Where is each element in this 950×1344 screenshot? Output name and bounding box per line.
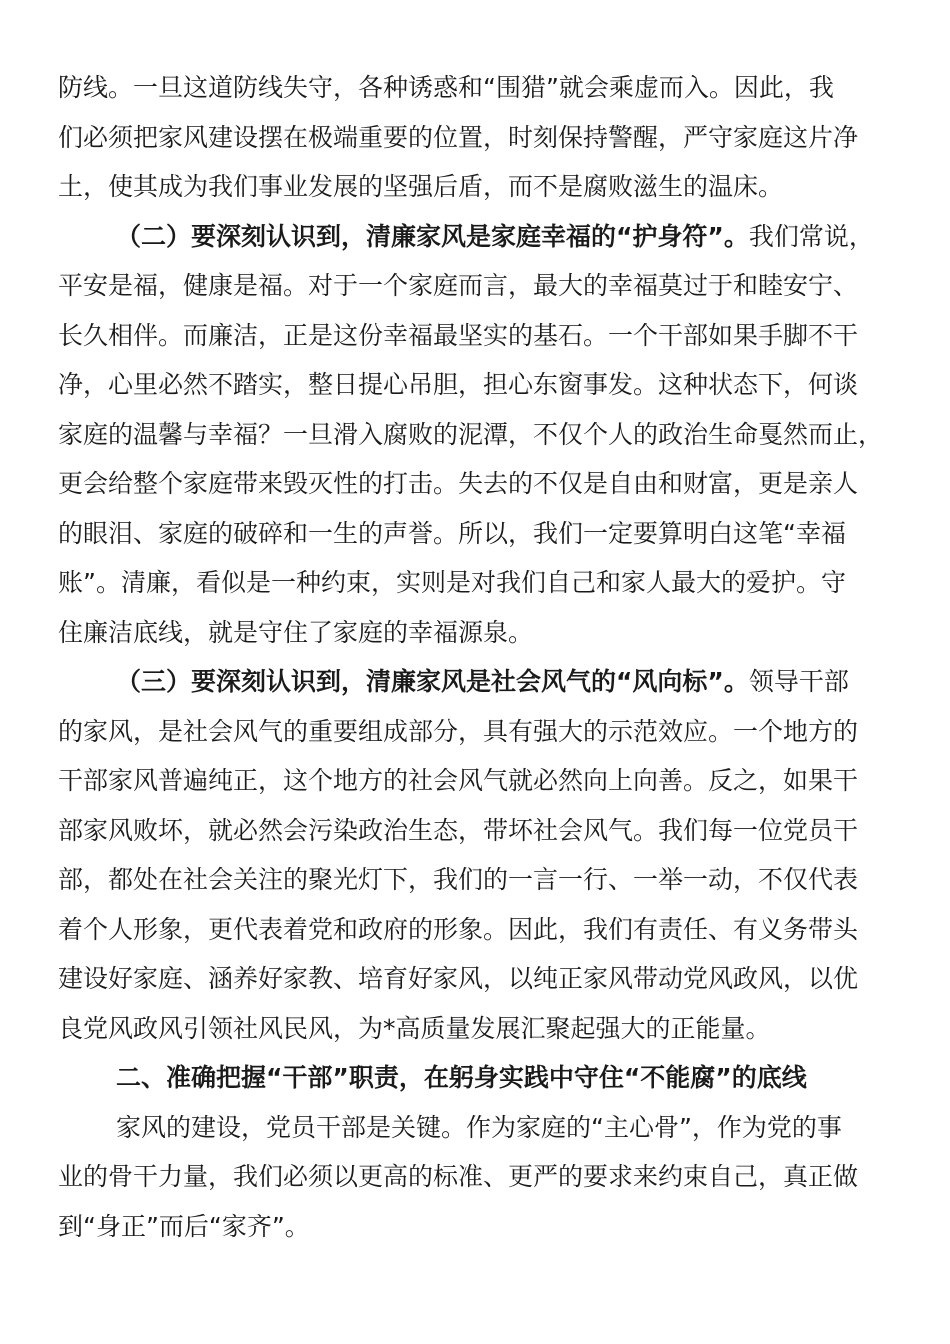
text-line	[58, 360, 898, 410]
bold-heading-text: （三）要深刻认识到，清廉家风是社会风气的“风向标”。	[116, 667, 749, 696]
body-text: 的家风，是社会风气的重要组成部分，具有强大的示范效应。一个地方的	[58, 716, 859, 746]
text-line	[58, 1202, 898, 1252]
body-text: 着个人形象，更代表着党和政府的形象。因此，我们有责任、有义务带头	[58, 914, 859, 944]
text-line	[58, 1053, 898, 1103]
text-line	[58, 212, 898, 262]
text-line	[58, 311, 898, 361]
body-text: 更会给整个家庭带来毁灭性的打击。失去的不仅是自由和财富，更是亲人	[58, 469, 859, 498]
body-text: 到“身正”而后“家齐”。	[58, 1211, 310, 1241]
bold-heading-text: 二、准确把握“干部”职责，在躬身实践中守住“不能腐”的底线	[116, 1063, 807, 1092]
text-line	[58, 1103, 898, 1153]
body-text: 的眼泪、家庭的破碎和一生的声誉。所以，我们一定要算明白这笔“幸福	[58, 518, 846, 548]
text-line	[58, 855, 898, 905]
body-text: 业的骨干力量，我们必须以更高的标准、更严的要求来约束自己，真正做	[58, 1162, 859, 1191]
text-line	[58, 410, 898, 460]
body-text: 土，使其成为我们事业发展的坚强后盾，而不是腐败滋生的温床。	[58, 172, 784, 201]
body-text: 部家风败坏，就必然会污染政治生态，带坏社会风气。我们每一位党员干	[58, 815, 859, 845]
text-line	[58, 806, 898, 856]
text-line	[58, 1152, 898, 1202]
text-line	[58, 558, 898, 608]
text-line	[58, 162, 898, 212]
text-line	[58, 608, 898, 658]
body-text: 防线。一旦这道防线失守，各种诱惑和“围猎”就会乘虚而入。因此，我	[58, 73, 834, 102]
body-text: 良党风政风引领社风民风，为*高质量发展汇聚起强大的正能量。	[58, 1013, 771, 1043]
body-text: 干部家风普遍纯正，这个地方的社会风气就必然向上向善。反之，如果干	[58, 766, 859, 795]
body-text: 净，心里必然不踏实，整日提心吊胆，担心东窗事发。这种状态下，何谈	[58, 370, 859, 399]
body-text: 我们常说，	[748, 221, 874, 251]
body-text: 家风的建设，党员干部是关键。作为家庭的“主心骨”，作为党的事	[116, 1112, 842, 1142]
body-text: 长久相伴。而廉洁，正是这份幸福最坚实的基石。一个干部如果手脚不干	[58, 320, 859, 350]
body-text: 建设好家庭、涵养好家教、培育好家风，以纯正家风带动党风政风，以优	[58, 964, 859, 993]
body-text: 家庭的温馨与幸福？一旦滑入腐败的泥潭，不仅个人的政治生命戛然而止，	[58, 419, 884, 449]
text-line	[58, 954, 898, 1004]
text-line	[58, 905, 898, 955]
body-text: 账”。清廉，看似是一种约束，实则是对我们自己和家人最大的爱护。守	[58, 568, 846, 597]
text-line	[58, 657, 898, 707]
body-text: 们必须把家风建设摆在极端重要的位置，时刻保持警醒，严守家庭这片净	[58, 122, 859, 152]
bold-heading-text: （二）要深刻认识到，清廉家风是家庭幸福的“护身符”。	[116, 221, 749, 251]
body-text: 平安是福，健康是福。对于一个家庭而言，最大的幸福莫过于和睦安宁、	[58, 271, 859, 300]
document-body	[58, 63, 898, 1251]
text-line	[58, 261, 898, 311]
text-line	[58, 509, 898, 559]
body-text: 领导干部	[748, 667, 849, 696]
body-text: 部，都处在社会关注的聚光灯下，我们的一言一行、一举一动，不仅代表	[58, 865, 859, 894]
text-line	[58, 756, 898, 806]
text-line	[58, 707, 898, 757]
text-line	[58, 1004, 898, 1054]
text-line	[58, 63, 898, 113]
text-line	[58, 459, 898, 509]
text-line	[58, 113, 898, 163]
body-text: 住廉洁底线，就是守住了家庭的幸福源泉。	[58, 617, 534, 647]
